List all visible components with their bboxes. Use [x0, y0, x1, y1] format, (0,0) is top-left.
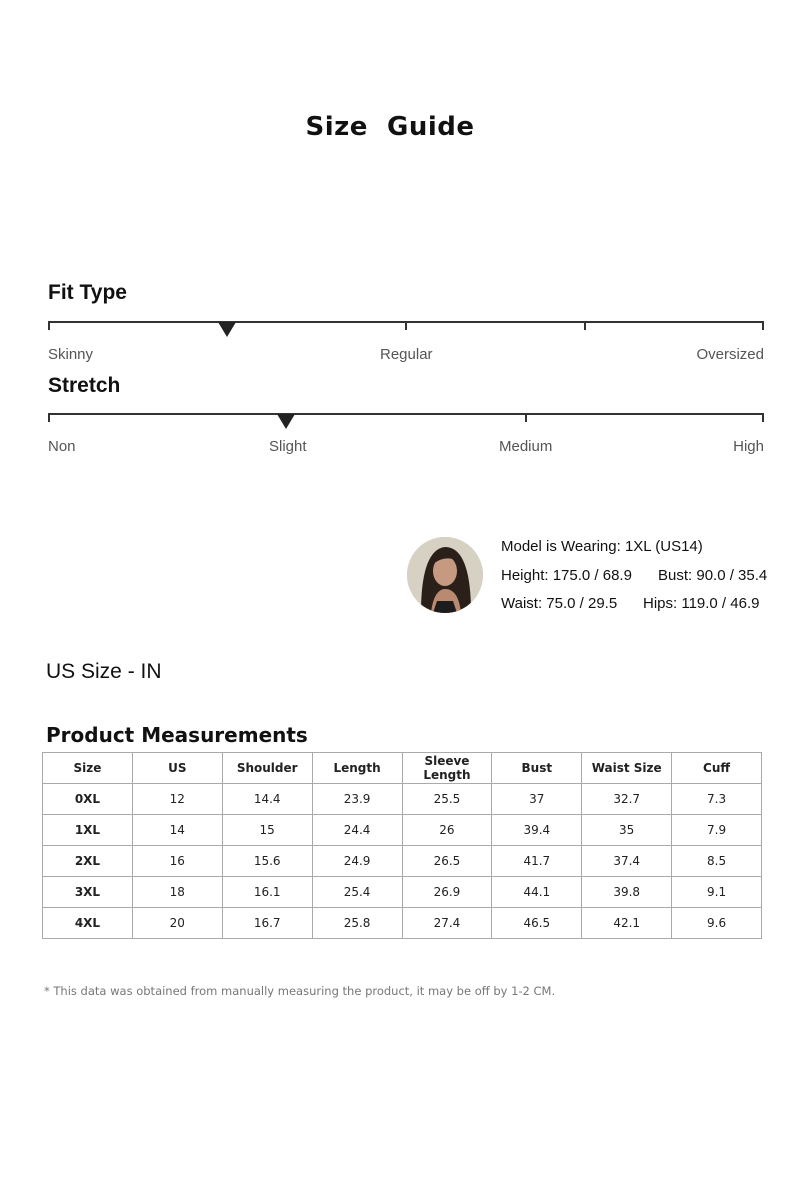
- stretch-marker-icon: [277, 414, 295, 429]
- model-height-text: Height: 175.0 / 68.9: [501, 567, 632, 584]
- fit-type-tick: [405, 321, 407, 330]
- column-header: Bust: [492, 753, 582, 784]
- table-cell: 7.9: [672, 815, 762, 846]
- stretch-heading: Stretch: [48, 374, 121, 397]
- table-cell: 3XL: [43, 877, 133, 908]
- table-cell: 1XL: [43, 815, 133, 846]
- footnote: * This data was obtained from manually measuring the product, it may be off by 1-2 CM.: [44, 984, 556, 998]
- table-cell: 14.4: [222, 784, 312, 815]
- stretch-tick: [762, 413, 764, 422]
- table-cell: 46.5: [492, 908, 582, 939]
- column-header: Cuff: [672, 753, 762, 784]
- table-cell: 8.5: [672, 846, 762, 877]
- table-cell: 15: [222, 815, 312, 846]
- table-cell: 32.7: [582, 784, 672, 815]
- table-cell: 16.1: [222, 877, 312, 908]
- stretch-label-high: High: [733, 438, 764, 455]
- fit-type-tick: [584, 321, 586, 330]
- table-cell: 44.1: [492, 877, 582, 908]
- table-cell: 16.7: [222, 908, 312, 939]
- fit-type-tick: [48, 321, 50, 330]
- fit-type-label-regular: Regular: [380, 346, 433, 363]
- model-bust-text: Bust: 90.0 / 35.4: [658, 567, 768, 584]
- unit-label: US Size - IN: [46, 660, 162, 683]
- column-header: US: [132, 753, 222, 784]
- table-row: [43, 815, 762, 846]
- table-cell: 14: [132, 815, 222, 846]
- table-cell: 2XL: [43, 846, 133, 877]
- table-cell: 35: [582, 815, 672, 846]
- table-cell: 26.9: [402, 877, 492, 908]
- table-cell: 4XL: [43, 908, 133, 939]
- table-row: [43, 908, 762, 939]
- model-hips-text: Hips: 119.0 / 46.9: [643, 595, 760, 612]
- table-cell: 25.8: [312, 908, 402, 939]
- fit-type-scale: [48, 321, 764, 323]
- table-row: [43, 784, 762, 815]
- fit-type-marker-icon: [218, 322, 236, 337]
- fit-type-label-skinny: Skinny: [48, 346, 94, 363]
- table-cell: 9.1: [672, 877, 762, 908]
- table-cell: 24.9: [312, 846, 402, 877]
- stretch-tick: [48, 413, 50, 422]
- table-cell: 41.7: [492, 846, 582, 877]
- product-measurements-heading: Product Measurements: [46, 723, 308, 747]
- table-cell: 12: [132, 784, 222, 815]
- model-waist-text: Waist: 75.0 / 29.5: [501, 595, 618, 612]
- fit-type-tick: [762, 321, 764, 330]
- page-title: Size Guide: [305, 112, 475, 142]
- stretch-tick: [525, 413, 527, 422]
- table-cell: 27.4: [402, 908, 492, 939]
- column-header: Sleeve Length: [402, 753, 492, 784]
- table-cell: 18: [132, 877, 222, 908]
- fit-type-label-oversized: Oversized: [696, 346, 764, 363]
- table-cell: 23.9: [312, 784, 402, 815]
- table-header-row: [43, 753, 762, 784]
- column-header: Size: [43, 753, 133, 784]
- fit-type-heading: Fit Type: [48, 281, 127, 304]
- measurements-table: [42, 752, 762, 939]
- table-cell: 26.5: [402, 846, 492, 877]
- table-cell: 15.6: [222, 846, 312, 877]
- table-cell: 39.8: [582, 877, 672, 908]
- table-cell: 26: [402, 815, 492, 846]
- table-cell: 0XL: [43, 784, 133, 815]
- table-cell: 24.4: [312, 815, 402, 846]
- table-cell: 42.1: [582, 908, 672, 939]
- table-cell: 37: [492, 784, 582, 815]
- column-header: Waist Size: [582, 753, 672, 784]
- table-cell: 39.4: [492, 815, 582, 846]
- model-wearing-text: Model is Wearing: 1XL (US14): [501, 538, 703, 555]
- stretch-label-non: Non: [48, 438, 76, 455]
- table-cell: 20: [132, 908, 222, 939]
- model-avatar: [407, 537, 483, 613]
- column-header: Shoulder: [222, 753, 312, 784]
- table-cell: 25.4: [312, 877, 402, 908]
- table-cell: 9.6: [672, 908, 762, 939]
- table-cell: 37.4: [582, 846, 672, 877]
- stretch-label-slight: Slight: [269, 438, 307, 455]
- model-photo-icon: [407, 537, 483, 613]
- table-cell: 7.3: [672, 784, 762, 815]
- table-row: [43, 846, 762, 877]
- stretch-scale: [48, 413, 764, 415]
- table-cell: 16: [132, 846, 222, 877]
- table-row: [43, 877, 762, 908]
- stretch-label-medium: Medium: [499, 438, 553, 455]
- table-cell: 25.5: [402, 784, 492, 815]
- column-header: Length: [312, 753, 402, 784]
